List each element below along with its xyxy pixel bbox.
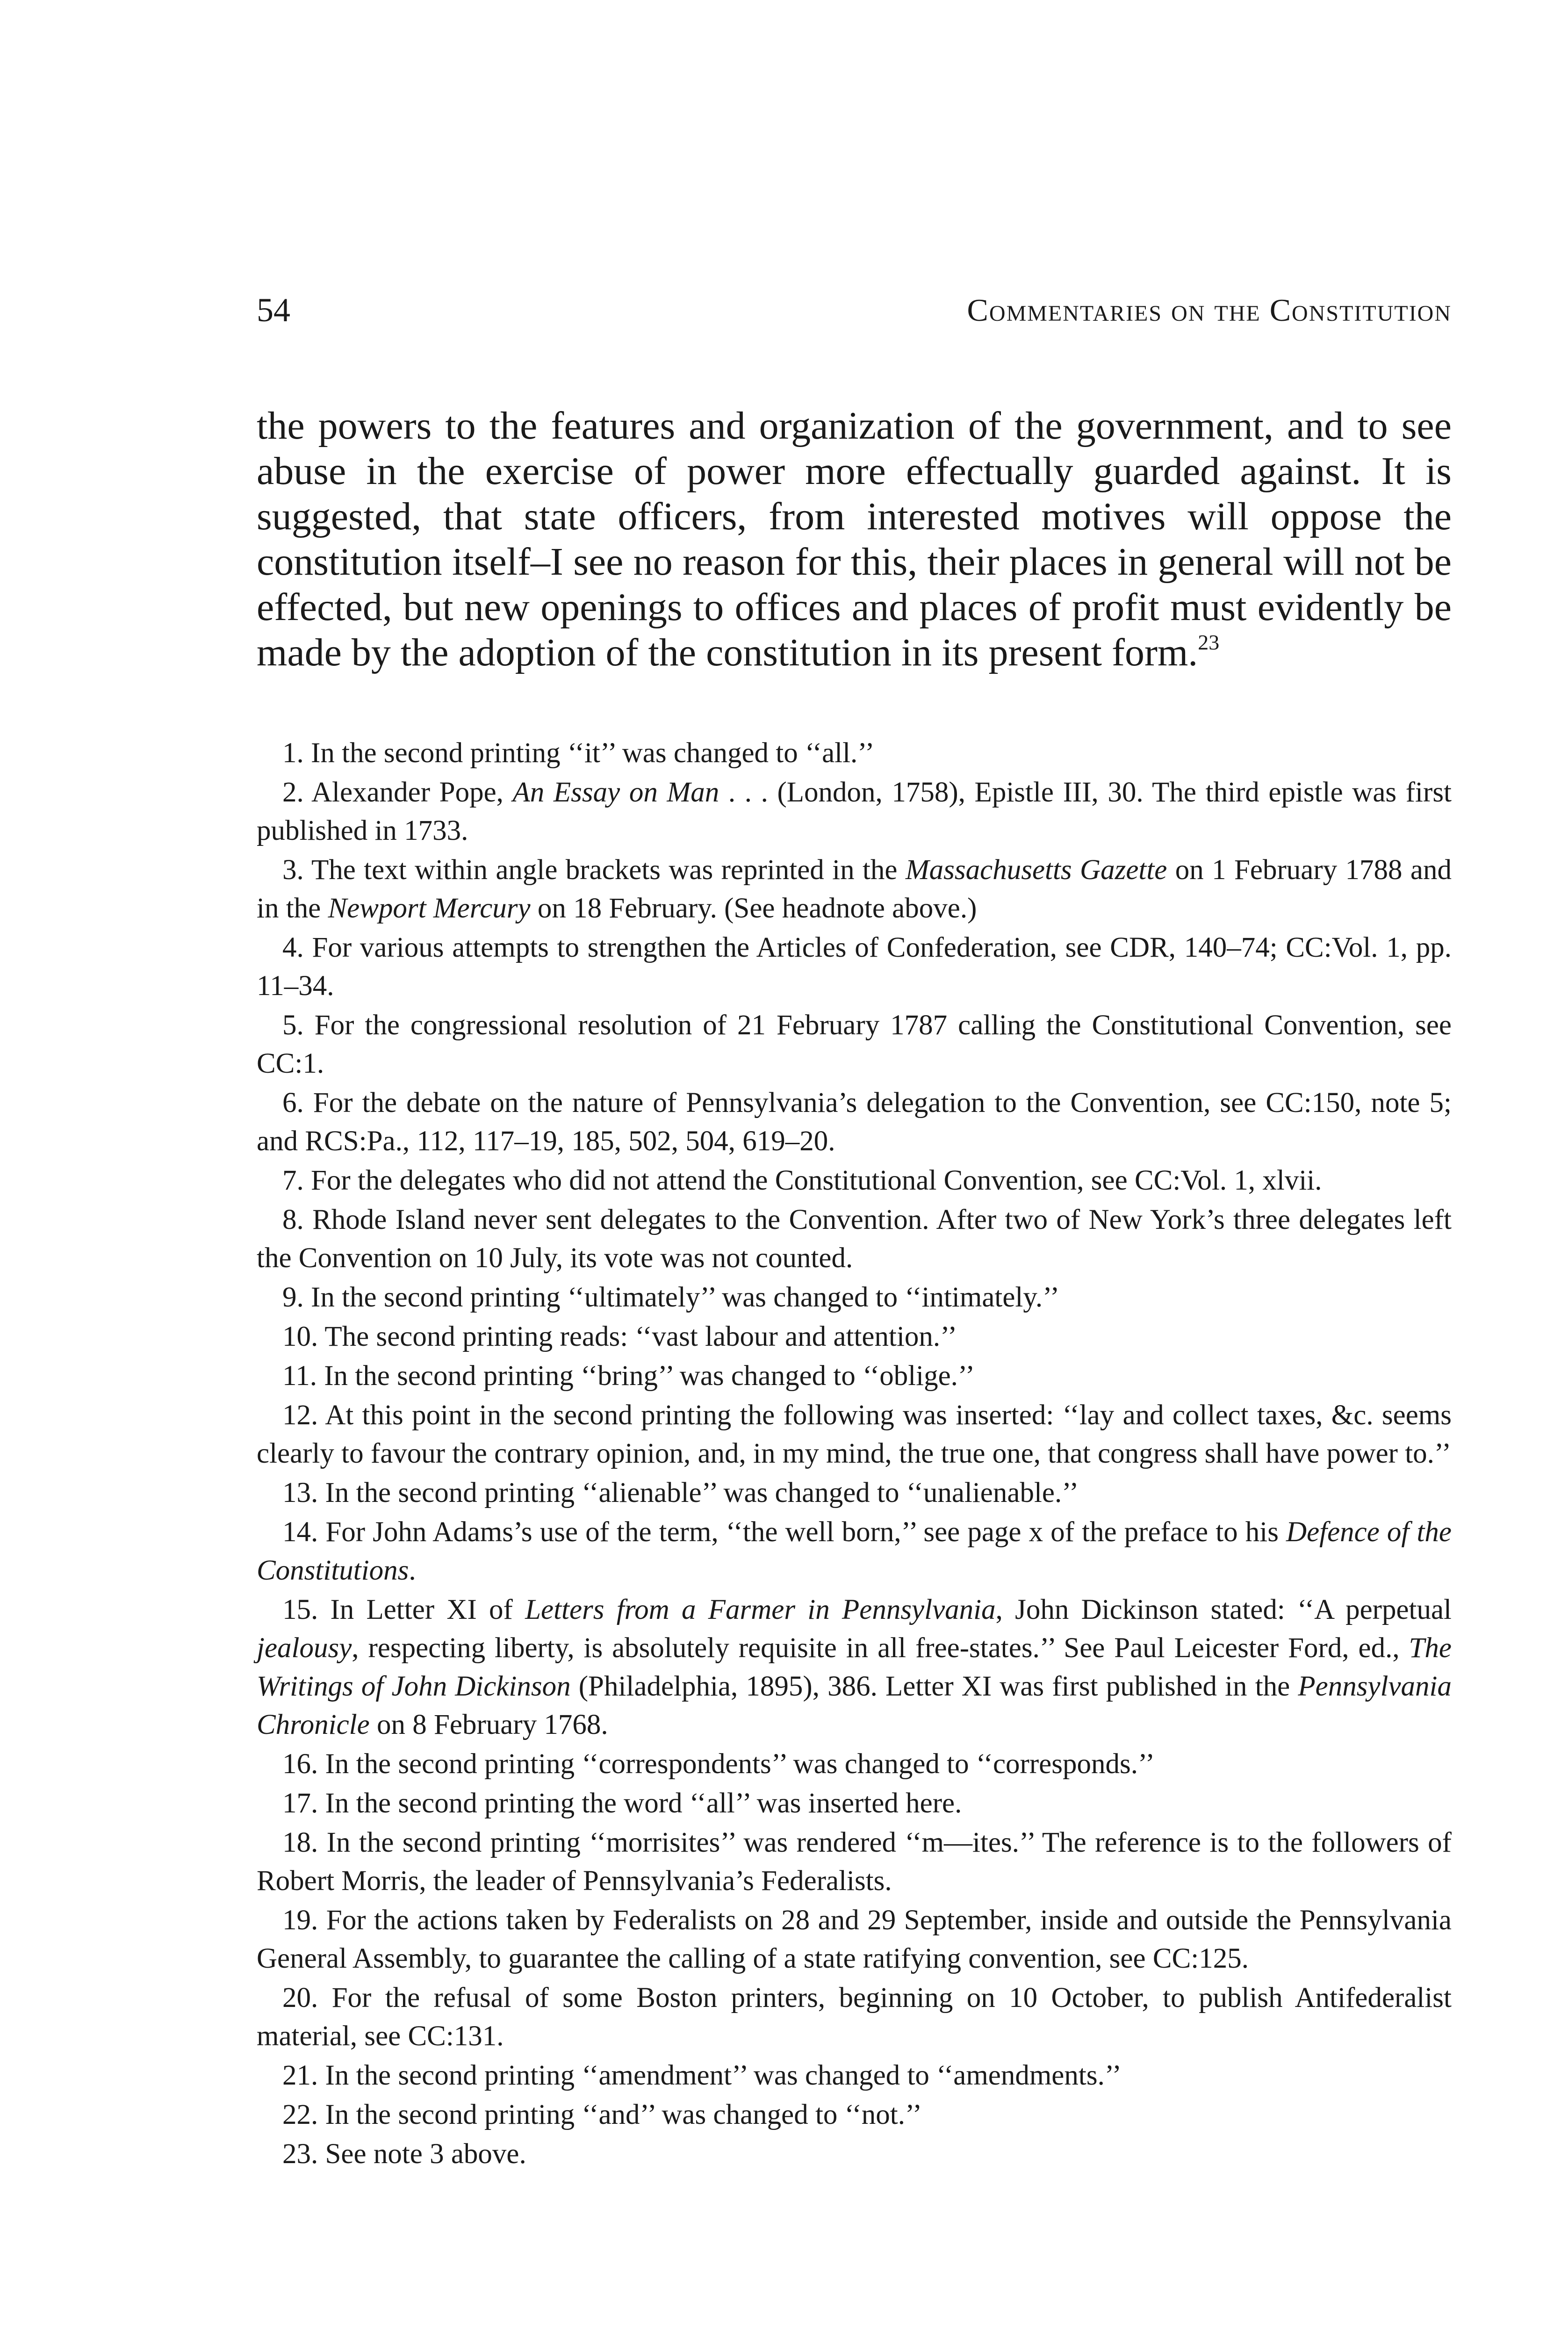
endnote-14: [257, 1513, 1452, 1590]
endnote-text: (Philadelphia, 1895), 386. Letter XI was first published in the: [570, 1671, 1298, 1702]
endnote-text: 19. For the actions taken by Federalists on 28 and 29 September, inside and outside the Pennsylvania General Assembly, to guarantee the calling of a state ratifying convention, see CC:125.: [257, 1905, 1452, 1974]
endnote-22: [257, 2096, 1452, 2134]
endnote-text: 4. For various attempts to strengthen the Articles of Confederation, see CDR, 140–74; CC:Vol. 1, pp. 11–34.: [257, 932, 1452, 1002]
endnote-text: 5. For the congressional resolution of 21 February 1787 calling the Constitutional Convention, see CC:1.: [257, 1010, 1452, 1079]
endnote-text: 23. See note 3 above.: [282, 2138, 526, 2170]
running-title: Commentaries on the Constitution: [967, 292, 1452, 328]
endnote-text: 12. At this point in the second printing the following was inserted: ‘‘lay and collect taxes, &c. seems clearly to favour the contrary opinion, and, in my mind, the true one, that congress shall have power to.’’: [257, 1400, 1452, 1469]
endnote-text: 15. In Letter XI of: [282, 1594, 525, 1625]
endnote-2: [257, 773, 1452, 850]
endnote-text: . . . (London, 1758), Epistle III, 30. The third epistle was first published in 1733.: [257, 777, 1452, 846]
endnote-italic-text: Letters from a Farmer in Pennsylvania: [525, 1594, 996, 1625]
endnote-italic-text: Pennsylvania Chronicle: [257, 1671, 1452, 1740]
endnote-8: [257, 1201, 1452, 1277]
endnote-text: 22. In the second printing ‘‘and’’ was changed to ‘‘not.’’: [282, 2099, 922, 2130]
endnote-text: on 8 February 1768.: [369, 1709, 608, 1740]
endnote-10: [257, 1318, 1452, 1356]
endnote-text: 1. In the second printing ‘‘it’’ was changed to ‘‘all.’’: [282, 737, 875, 769]
endnote-text: 6. For the debate on the nature of Pennsylvania’s delegation to the Convention, see CC:150, note 5; and RCS:Pa., 112, 117–19, 185, 502, 504, 619–20.: [257, 1087, 1452, 1157]
endnote-text: .: [409, 1555, 416, 1586]
footnote-reference: 23: [1198, 630, 1220, 654]
endnote-7: [257, 1162, 1452, 1200]
body-paragraph: [257, 403, 1452, 675]
endnote-12: [257, 1396, 1452, 1473]
body-paragraph-text: the powers to the features and organization of the government, and to see abuse in the exercise of power more effectually guarded against. It is suggested, that state officers, from interested motives will oppose the constitution itself–I see no reason for this, their places in general will not be effected, but new openings to offices and places of profit must evidently be made by the adoption of the constitution in its present form.: [257, 404, 1452, 674]
endnote-21: [257, 2057, 1452, 2095]
endnote-4: [257, 929, 1452, 1005]
endnote-9: [257, 1278, 1452, 1317]
endnote-18: [257, 1824, 1452, 1900]
endnote-19: [257, 1901, 1452, 1978]
endnote-text: 14. For John Adams’s use of the term, ‘‘the well born,’’ see page x of the preface to his: [282, 1516, 1287, 1548]
endnote-20: [257, 1979, 1452, 2056]
endnote-6: [257, 1084, 1452, 1161]
endnote-text: 17. In the second printing the word ‘‘all’’ was inserted here.: [282, 1788, 962, 1819]
endnote-text: 18. In the second printing ‘‘morrisites’’ was rendered ‘‘m––ites.’’ The reference is to the followers of Robert Morris, the leader of Pennsylvania’s Federalists.: [257, 1827, 1452, 1897]
endnote-17: [257, 1784, 1452, 1823]
endnote-text: 13. In the second printing ‘‘alienable’’ was changed to ‘‘unalienable.’’: [282, 1477, 1079, 1508]
endnote-text: , respecting liberty, is absolutely requisite in all free-states.’’ See Paul Leicester Ford, ed.,: [352, 1632, 1409, 1664]
endnote-text: 10. The second printing reads: ‘‘vast labour and attention.’’: [282, 1321, 957, 1352]
endnote-italic-text: An Essay on Man: [512, 777, 719, 808]
endnote-text: 8. Rhode Island never sent delegates to the Convention. After two of New York’s three delegates left the Convention on 10 July, its vote was not counted.: [257, 1204, 1452, 1274]
endnote-text: on 1 February 1788 and in the: [257, 854, 1452, 924]
endnote-text: 3. The text within angle brackets was reprinted in the: [282, 854, 906, 886]
endnote-text: 7. For the delegates who did not attend the Constitutional Convention, see CC:Vol. 1, xlvii.: [282, 1165, 1322, 1196]
endnote-italic-text: Massachusetts Gazette: [905, 854, 1167, 886]
endnote-5: [257, 1006, 1452, 1083]
endnote-italic-text: Newport Mercury: [328, 893, 531, 924]
endnote-1: [257, 734, 1452, 772]
endnote-text: 2. Alexander Pope,: [282, 777, 513, 808]
endnotes: [257, 734, 1452, 2174]
endnote-italic-text: jealousy: [257, 1632, 352, 1664]
endnote-text: , John Dickinson stated: ‘‘A perpetual: [995, 1594, 1452, 1625]
endnote-16: [257, 1745, 1452, 1783]
endnote-13: [257, 1474, 1452, 1512]
endnote-text: 21. In the second printing ‘‘amendment’’ was changed to ‘‘amendments.’’: [282, 2060, 1122, 2091]
endnote-23: [257, 2135, 1452, 2173]
endnote-11: [257, 1357, 1452, 1395]
endnote-italic-text: Defence of the Constitutions: [257, 1516, 1452, 1586]
page-number: 54: [257, 291, 290, 329]
endnote-text: 20. For the refusal of some Boston printers, beginning on 10 October, to publish Antifederalist material, see CC:131.: [257, 1982, 1452, 2052]
endnote-text: 9. In the second printing ‘‘ultimately’’ was changed to ‘‘intimately.’’: [282, 1282, 1060, 1313]
endnote-text: 11. In the second printing ‘‘bring’’ was changed to ‘‘oblige.’’: [282, 1360, 975, 1392]
endnote-text: 16. In the second printing ‘‘correspondents’’ was changed to ‘‘corresponds.’’: [282, 1748, 1155, 1780]
running-head: [257, 289, 1452, 331]
endnote-italic-text: The Writings of John Dickinson: [257, 1632, 1452, 1702]
endnote-3: [257, 851, 1452, 928]
endnote-15: [257, 1591, 1452, 1744]
endnote-text: on 18 February. (See headnote above.): [530, 893, 977, 924]
